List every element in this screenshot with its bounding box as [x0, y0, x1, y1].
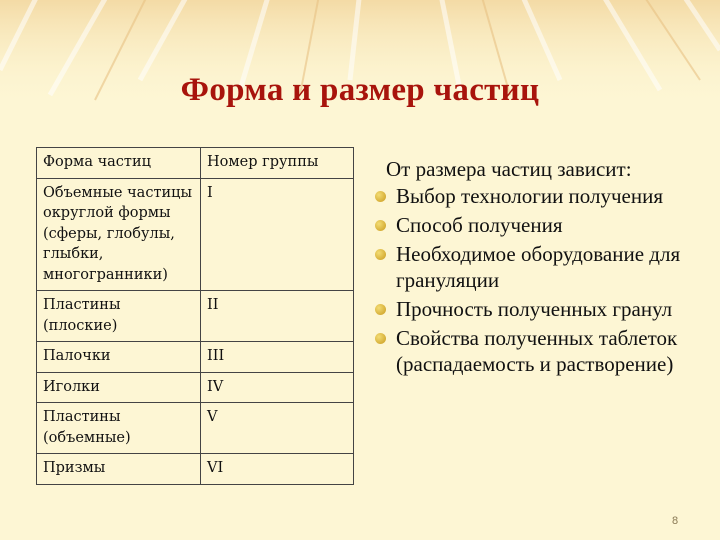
bullet-icon — [375, 304, 386, 315]
table-row — [37, 342, 354, 373]
table-cell: Иголки — [37, 372, 201, 403]
list-item-text: Выбор технологии получения — [396, 184, 664, 208]
list-heading: От размера частиц зависит: — [386, 157, 632, 181]
page-title: Форма и размер частиц — [180, 72, 540, 108]
table-row — [37, 403, 354, 454]
table-cell: VI — [201, 454, 354, 485]
table-cell: V — [201, 403, 354, 454]
bullet-icon — [375, 249, 386, 260]
dependency-list — [362, 156, 688, 380]
table-row — [37, 454, 354, 485]
bullet-icon — [375, 220, 386, 231]
table-cell: Пластины (плоские) — [37, 291, 201, 342]
table-row — [37, 372, 354, 403]
bullet-icon — [375, 333, 386, 344]
list-item — [362, 241, 688, 293]
list-item — [362, 212, 688, 238]
particle-shape-table — [36, 147, 354, 485]
table-cell: II — [201, 291, 354, 342]
table-cell: I — [201, 178, 354, 291]
list-item-text: Прочность полученных гранул — [396, 297, 673, 321]
table-cell: Объемные частицы округлой формы (сферы, глобулы, глыбки, многогранники) — [37, 178, 201, 291]
table-header-row — [37, 148, 354, 179]
bullet-icon — [375, 191, 386, 202]
table-cell: Палочки — [37, 342, 201, 373]
page-number: 8 — [672, 515, 679, 527]
table-cell: IV — [201, 372, 354, 403]
list-item-text: Способ получения — [396, 213, 563, 237]
table-cell: III — [201, 342, 354, 373]
table-row — [37, 178, 354, 291]
table-cell: Пластины (объемные) — [37, 403, 201, 454]
list-item — [362, 183, 688, 209]
table-header-cell: Номер группы — [201, 148, 354, 179]
list-item-text: Свойства полученных таблеток (распадаемость и растворение) — [396, 326, 678, 376]
table-row — [37, 291, 354, 342]
list-item — [362, 325, 688, 377]
list-item — [362, 296, 688, 322]
list-item-text: Необходимое оборудование для грануляции — [396, 242, 681, 292]
table-header-cell: Форма частиц — [37, 148, 201, 179]
table-cell: Призмы — [37, 454, 201, 485]
